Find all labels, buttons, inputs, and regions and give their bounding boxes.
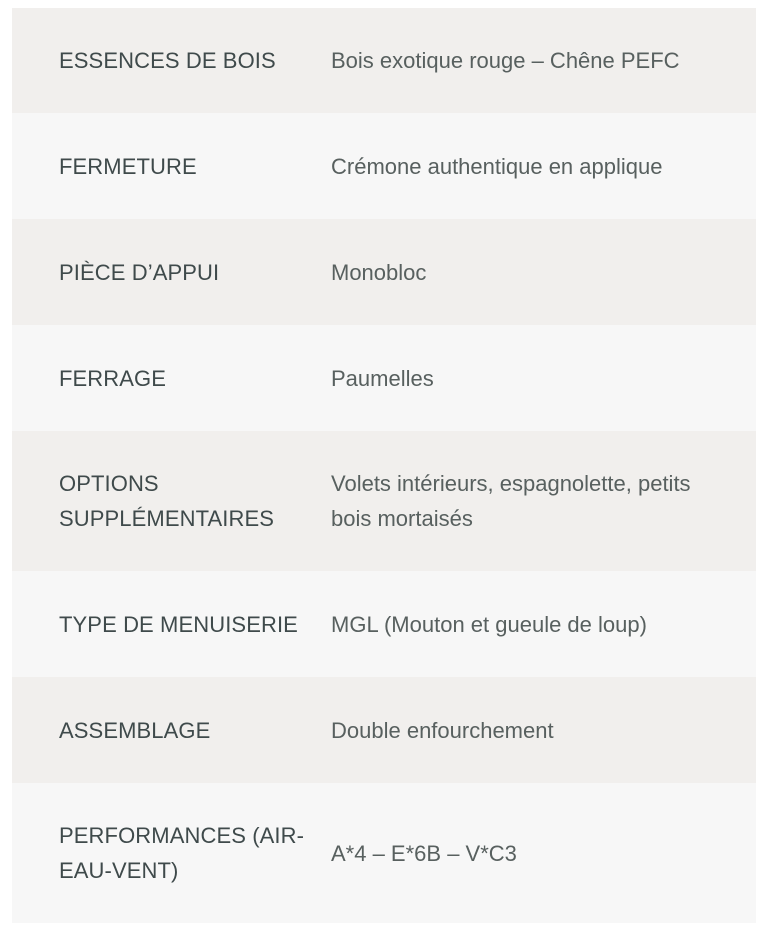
spec-value: MGL (Mouton et gueule de loup)	[331, 611, 647, 637]
spec-value: Volets intérieurs, espagnolette, petits bois mortaisés	[331, 471, 691, 531]
spec-row-fermeture	[12, 113, 756, 219]
spec-label: FERMETURE	[59, 153, 197, 179]
spec-label: PERFORMANCES (AIR-EAU-VENT)	[59, 823, 305, 883]
spec-value: Paumelles	[331, 365, 434, 391]
spec-label: ESSENCES DE BOIS	[59, 48, 276, 73]
spec-row-piece-appui	[12, 219, 756, 325]
spec-label: PIÈCE D’APPUI	[59, 259, 220, 285]
spec-value: Double enfourchement	[331, 717, 554, 743]
spec-row-options	[12, 431, 756, 571]
spec-table	[12, 8, 756, 923]
spec-row-assemblage	[12, 677, 756, 783]
spec-row-essences	[12, 8, 756, 113]
spec-row-performances	[12, 783, 756, 923]
spec-value: Crémone authentique en applique	[331, 153, 663, 179]
spec-value: Bois exotique rouge – Chêne PEFC	[331, 48, 680, 73]
spec-row-ferrage	[12, 325, 756, 431]
spec-row-type-menuiserie	[12, 571, 756, 677]
spec-value: A*4 – E*6B – V*C3	[331, 840, 517, 866]
spec-label: OPTIONS SUPPLÉMENTAIRES	[59, 471, 275, 531]
spec-label: TYPE DE MENUISERIE	[59, 611, 298, 637]
spec-label: FERRAGE	[59, 365, 167, 391]
spec-label: ASSEMBLAGE	[59, 717, 211, 743]
spec-value: Monobloc	[331, 259, 427, 285]
